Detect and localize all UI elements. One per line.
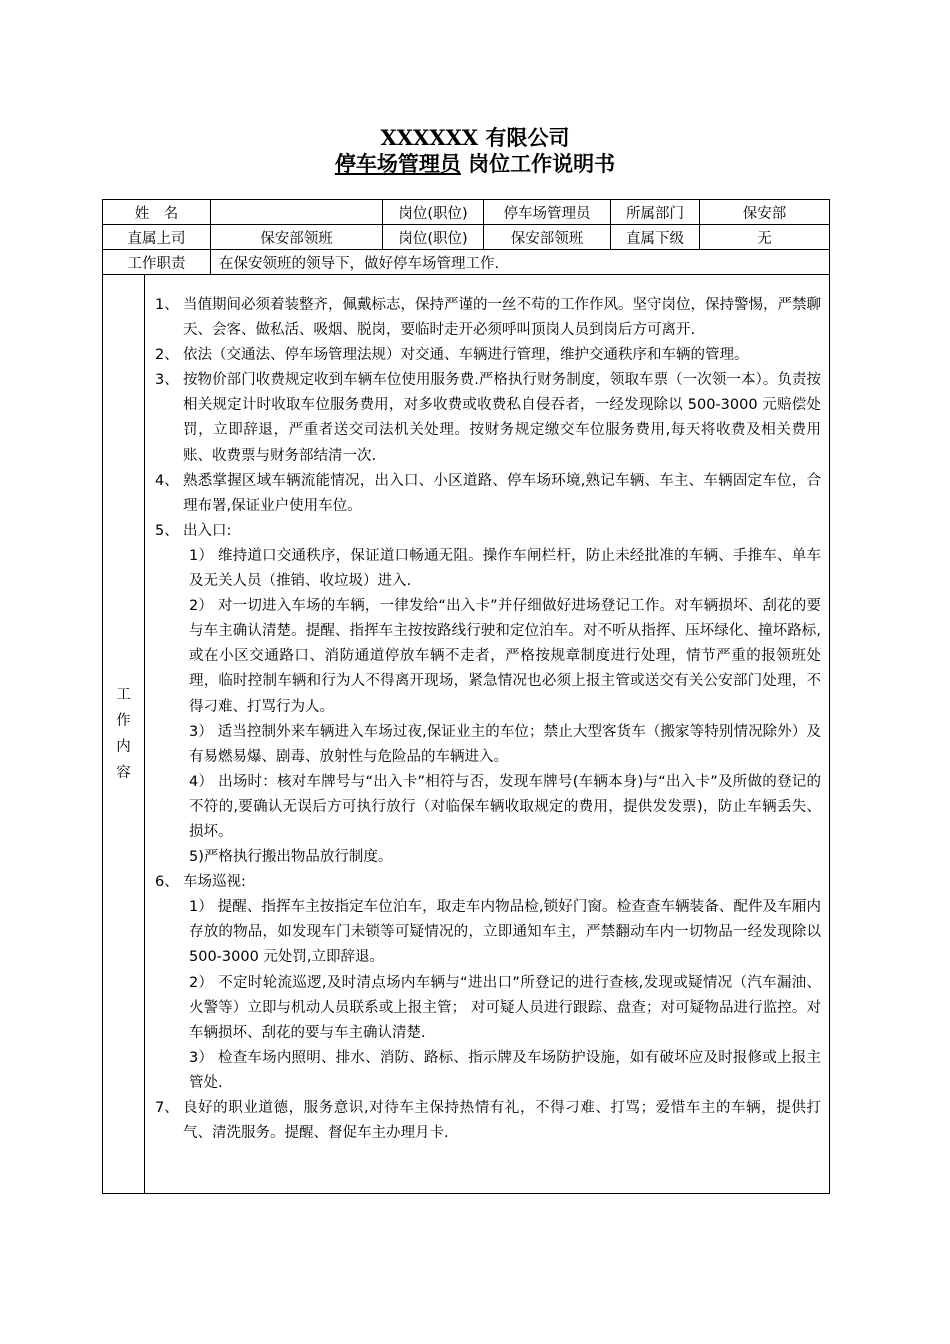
item-number: 2、 [155, 347, 179, 364]
position-label: 岗位(职位) [383, 200, 484, 225]
item-text: 当值期间必须着装整齐，佩戴标志，保持严谨的一丝不苟的工作作风。坚守岗位，保持警惕，严禁聊天、会客、做私活、吸烟、脱岗，要临时走开必须呼叫顶岗人员到岗后方可离开. [183, 297, 821, 339]
subordinate-label: 直属下级 [611, 225, 700, 250]
sub-item: 4） 出场时：核对车牌号与“出入卡”相符与否，发现车牌号(车辆本身)与“出入卡”及所做的登记的不符的,要确认无误后方可执行放行（对临保车辆收取规定的费用，提供发发票)，防止车辆丢失、损坏。 [189, 773, 821, 840]
item-number: 5、 [155, 522, 179, 539]
item-text: 车场巡视: [183, 874, 246, 891]
sub-item: 2） 对一切进入车场的车辆，一律发给“出入卡”并仔细做好进场登记工作。对车辆损坏、刮花的要与车主确认清楚。提醒、指挥车主按按路线行驶和定位泊车。对不听从指挥、压坏绿化、撞坏路标,或在小区交通路口、消防通道停放车辆不走者，严格按规章制度进行处理，情节严重的报领班处理，临时控制车辆和行为人不得离开现场，紧急情况也必须上报主管或送交有关公安部门处理，不得刁难、打骂行为人。 [189, 598, 821, 715]
content-label [103, 275, 145, 1194]
sub-item: 3） 检查车场内照明、排水、消防、路标、指示牌及车场防护设施，如有破坏应及时报修或上报主管处. [189, 1049, 821, 1091]
list-item [155, 519, 821, 870]
item-number: 7、 [155, 1100, 179, 1116]
document-title-rest: 岗位工作说明书 [460, 152, 616, 176]
superior-label: 直属上司 [103, 225, 211, 250]
item-number: 1、 [155, 297, 179, 313]
document-title [0, 148, 950, 178]
table-row [103, 200, 830, 225]
job-description-grid [102, 199, 830, 1194]
table-row [103, 250, 830, 275]
list-item [155, 1096, 821, 1146]
dept-label: 所属部门 [611, 200, 700, 225]
item-text: 按物价部门收费规定收到车辆车位使用服务费.严格执行财务制度，领取车票（一次领一本）。负责按相关规定计时收取车位服务费用，对多收费或收费私自侵吞者，一经发现除以 500-3000 元赔偿处罚，立即辞退，严重者送交司法机关处理。按财务规定缴交车位服务费用,每天将收费及相关费用账、收费票与财务部结清一次. [183, 372, 821, 464]
list-item [155, 343, 821, 368]
sub-item: 2） 不定时轮流巡逻,及时清点场内车辆与“进出口”所登记的进行查核,发现或疑情况（汽车漏油、火警等）立即与机动人员联系或上报主管； 对可疑人员进行跟踪、盘查；对可疑物品进行监控。对车辆损坏、刮花的要与车主确认清楚. [189, 974, 821, 1041]
position-value: 停车场管理员 [484, 200, 611, 225]
content-label-char: 容 [116, 765, 131, 781]
item-text: 依法（交通法、停车场管理法规）对交通、车辆进行管理，维护交通秩序和车辆的管理。 [183, 347, 749, 364]
list-item [155, 870, 821, 1096]
position-label-2: 岗位(职位) [383, 225, 484, 250]
item-text: 良好的职业道德，服务意识,对待车主保持热情有礼，不得刁难、打骂；爱惜车主的车辆，提供打气、清洗服务。提醒、督促车主办理月卡. [183, 1100, 821, 1142]
subordinate-value: 无 [700, 225, 830, 250]
item-number: 6、 [155, 874, 179, 891]
position-value-2: 保安部领班 [484, 225, 611, 250]
sub-item: 1） 维持道口交通秩序，保证道口畅通无阻。操作车闸栏杆，防止未经批准的车辆、手推车、单车及无关人员（推销、收垃圾）进入. [189, 547, 821, 590]
duty-label: 工作职责 [103, 250, 211, 275]
duty-value: 在保安领班的领导下，做好停车场管理工作. [211, 250, 830, 275]
dept-value: 保安部 [700, 200, 830, 225]
content-label-char: 内 [116, 739, 131, 755]
item-number: 3、 [155, 372, 179, 389]
item-text: 熟悉掌握区域车辆流能情况，出入口、小区道路、停车场环境,熟记车辆、车主、车辆固定车位，合理布署,保证业户使用车位。 [183, 472, 821, 514]
table-row [103, 275, 830, 1194]
name-value [211, 200, 383, 225]
list-item [155, 469, 821, 519]
content-label-char: 作 [116, 713, 131, 729]
sub-item: 5)严格执行搬出物品放行制度。 [189, 849, 393, 866]
list-item [155, 368, 821, 468]
content-label-char: 工 [116, 687, 131, 703]
list-item [155, 293, 821, 343]
item-number: 4、 [155, 472, 179, 489]
job-title: 停车场管理员 [334, 152, 461, 176]
work-content [145, 275, 830, 1194]
name-label: 姓 名 [103, 200, 211, 225]
company-name: XXXXXX 有限公司 [380, 125, 570, 150]
sub-item: 1） 提醒、指挥车主按指定车位泊车，取走车内物品检,锁好门窗。检查查车辆装备、配件及车厢内存放的物品，如发现车门未锁等可疑情况的，立即通知车主，严禁翻动车内一切物品一经发现除以 500-3000 元处罚,立即辞退。 [189, 899, 821, 966]
table-row [103, 225, 830, 250]
sub-item: 3） 适当控制外来车辆进入车场过夜,保证业主的车位；禁止大型客货车（搬家等特别情况除外）及有易燃易爆、剧毒、放射性与危险品的车辆进入。 [189, 723, 821, 765]
superior-value: 保安部领班 [211, 225, 383, 250]
item-text: 出入口: [183, 522, 232, 539]
